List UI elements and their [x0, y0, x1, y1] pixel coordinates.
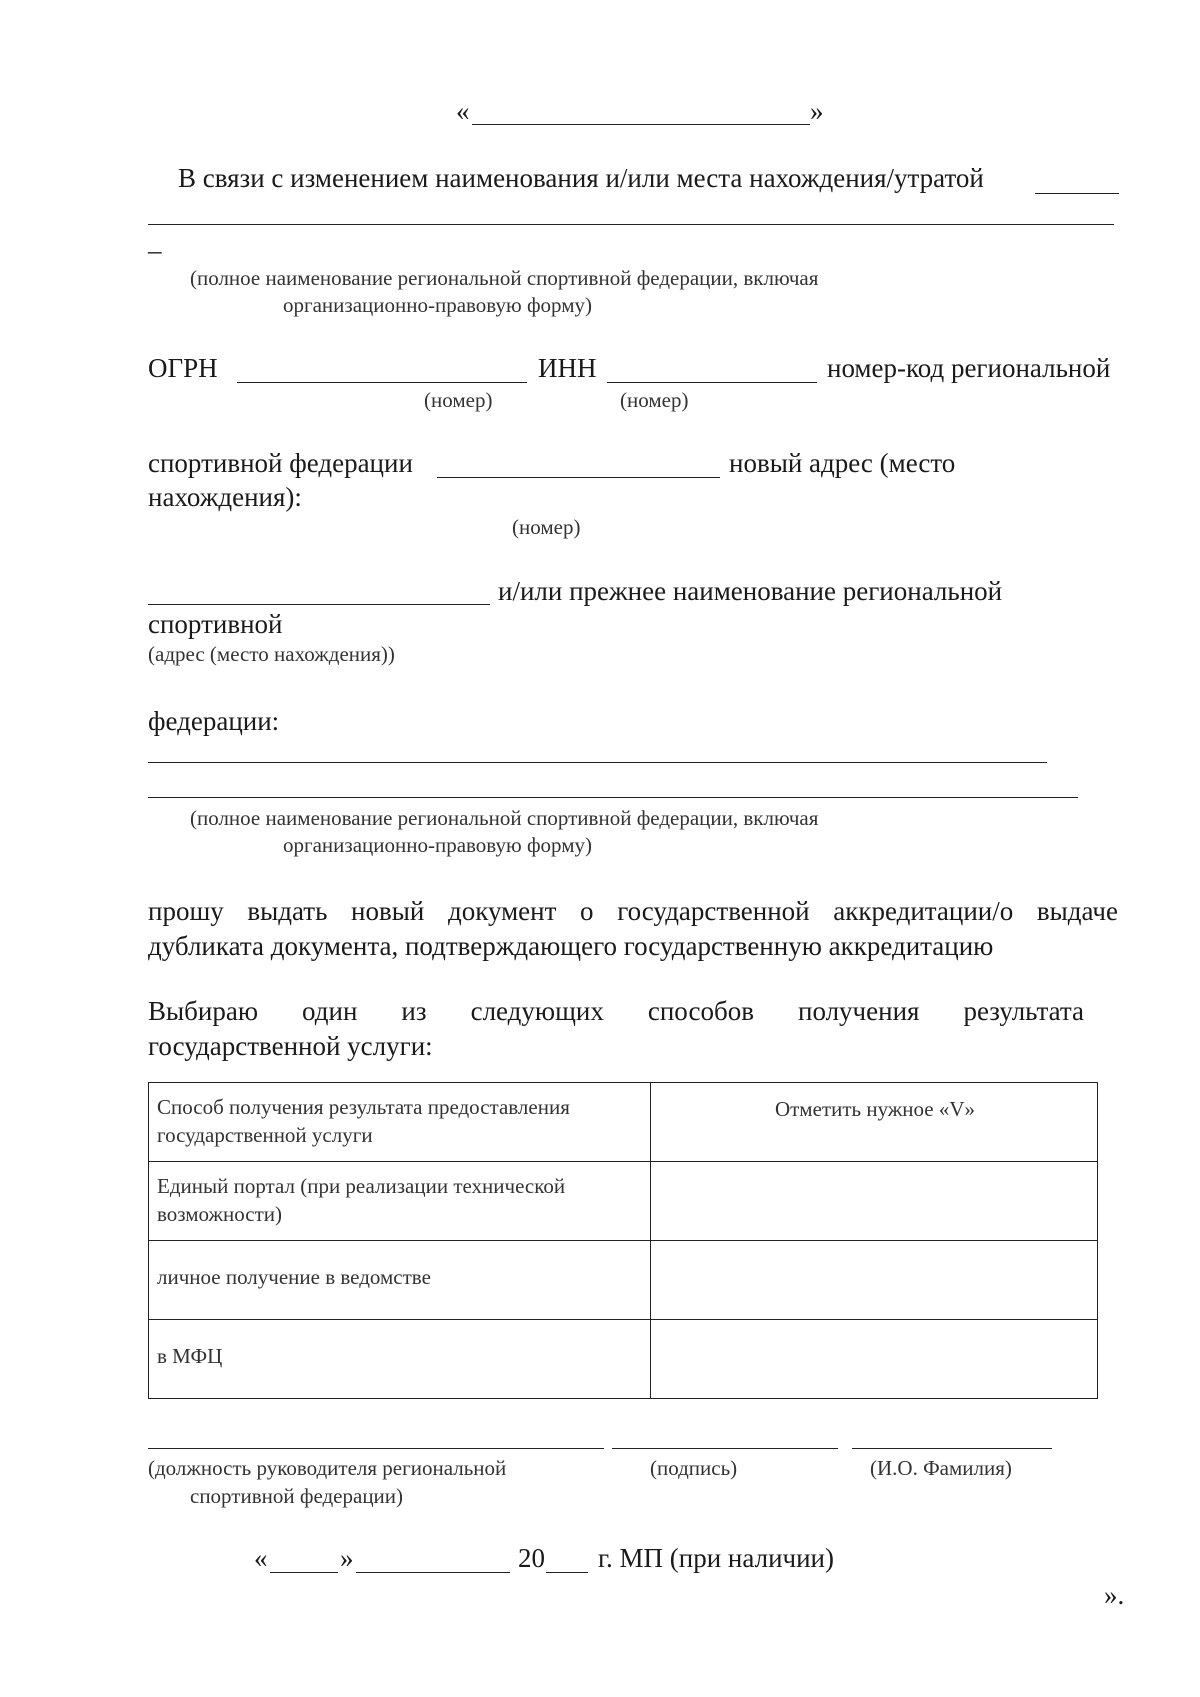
name-signature-line[interactable] — [852, 1448, 1052, 1449]
signature-caption: (подпись) — [650, 1456, 738, 1480]
inn-blank-line[interactable] — [607, 382, 817, 383]
position-caption-line1: (должность руководителя региональной — [148, 1456, 507, 1480]
header-close-quote: » — [810, 96, 824, 126]
header-blank-line[interactable] — [472, 124, 810, 125]
ogrn-blank-line[interactable] — [237, 382, 527, 383]
ogrn-caption: (номер) — [424, 388, 493, 412]
intro-blank-line[interactable] — [1035, 193, 1119, 194]
position-caption-line2: спортивной федерации) — [190, 1484, 404, 1508]
federation-name-label: федерации: — [148, 706, 280, 736]
federation-name-caption-line1: (полное наименование региональной спортивной федерации, включая — [190, 806, 819, 830]
federation-name-line2[interactable] — [148, 797, 1078, 798]
header-method-cell: Способ получения результата предоставления государственной услуги — [149, 1083, 651, 1162]
federation-number-caption: (номер) — [512, 515, 581, 539]
date-year-prefix: 20 — [518, 1543, 545, 1573]
request-line1: прошу выдать новый документ о государственной аккредитации/о выдаче — [148, 896, 1118, 926]
location-label: нахождения): — [148, 482, 302, 512]
mark-cell-portal[interactable] — [651, 1162, 1098, 1241]
date-day-line[interactable] — [270, 1572, 338, 1573]
old-name-text: и/или прежнее наименование региональной — [498, 576, 1003, 606]
position-signature-line[interactable] — [148, 1448, 604, 1449]
federation-name-caption-line2: организационно-правовую форму) — [283, 833, 593, 857]
code-label: номер-код региональной — [827, 353, 1111, 383]
address-blank-line[interactable] — [148, 604, 490, 605]
name-caption: (И.О. Фамилия) — [870, 1456, 1012, 1480]
federation-label: спортивной федерации — [148, 448, 413, 478]
table-row — [149, 1320, 1098, 1399]
intro-caption-line2: организационно-правовую форму) — [283, 293, 593, 317]
method-cell-personal: личное получение в ведомстве — [149, 1241, 651, 1320]
intro-caption-line1: (полное наименование региональной спортивной федерации, включая — [190, 266, 819, 290]
request-line2: дубликата документа, подтверждающего государственную аккредитацию — [148, 931, 994, 961]
date-open-quote: « — [254, 1543, 268, 1573]
intro-full-line[interactable] — [148, 224, 1114, 225]
table-header-row — [149, 1083, 1098, 1162]
header-open-quote: « — [456, 96, 470, 126]
intro-text: В связи с изменением наименования и/или места нахождения/утратой — [178, 163, 984, 193]
methods-table — [148, 1082, 1098, 1399]
signature-line[interactable] — [612, 1448, 838, 1449]
intro-dash: – — [148, 235, 162, 265]
method-cell-mfc: в МФЦ — [149, 1320, 651, 1399]
inn-label: ИНН — [538, 353, 597, 383]
sport-label: спортивной — [148, 609, 283, 639]
header-mark-cell: Отметить нужное «V» — [651, 1083, 1098, 1162]
date-month-line[interactable] — [356, 1572, 510, 1573]
date-suffix: г. МП (при наличии) — [598, 1543, 834, 1573]
new-address-label: новый адрес (место — [729, 448, 956, 478]
table-row — [149, 1162, 1098, 1241]
table-row — [149, 1241, 1098, 1320]
closing-mark: ». — [1104, 1580, 1125, 1610]
inn-caption: (номер) — [620, 388, 689, 412]
choose-line1: Выбираю один из следующих способов получения результата — [148, 996, 1084, 1026]
date-year-line[interactable] — [546, 1572, 588, 1573]
mark-cell-mfc[interactable] — [651, 1320, 1098, 1399]
federation-code-blank-line[interactable] — [437, 477, 720, 478]
ogrn-label: ОГРН — [148, 353, 218, 383]
federation-name-line1[interactable] — [148, 762, 1047, 763]
mark-cell-personal[interactable] — [651, 1241, 1098, 1320]
choose-line2: государственной услуги: — [148, 1031, 433, 1061]
date-close-quote: » — [340, 1543, 354, 1573]
address-caption: (адрес (место нахождения)) — [148, 642, 395, 666]
method-cell-portal: Единый портал (при реализации технической возможности) — [149, 1162, 651, 1241]
